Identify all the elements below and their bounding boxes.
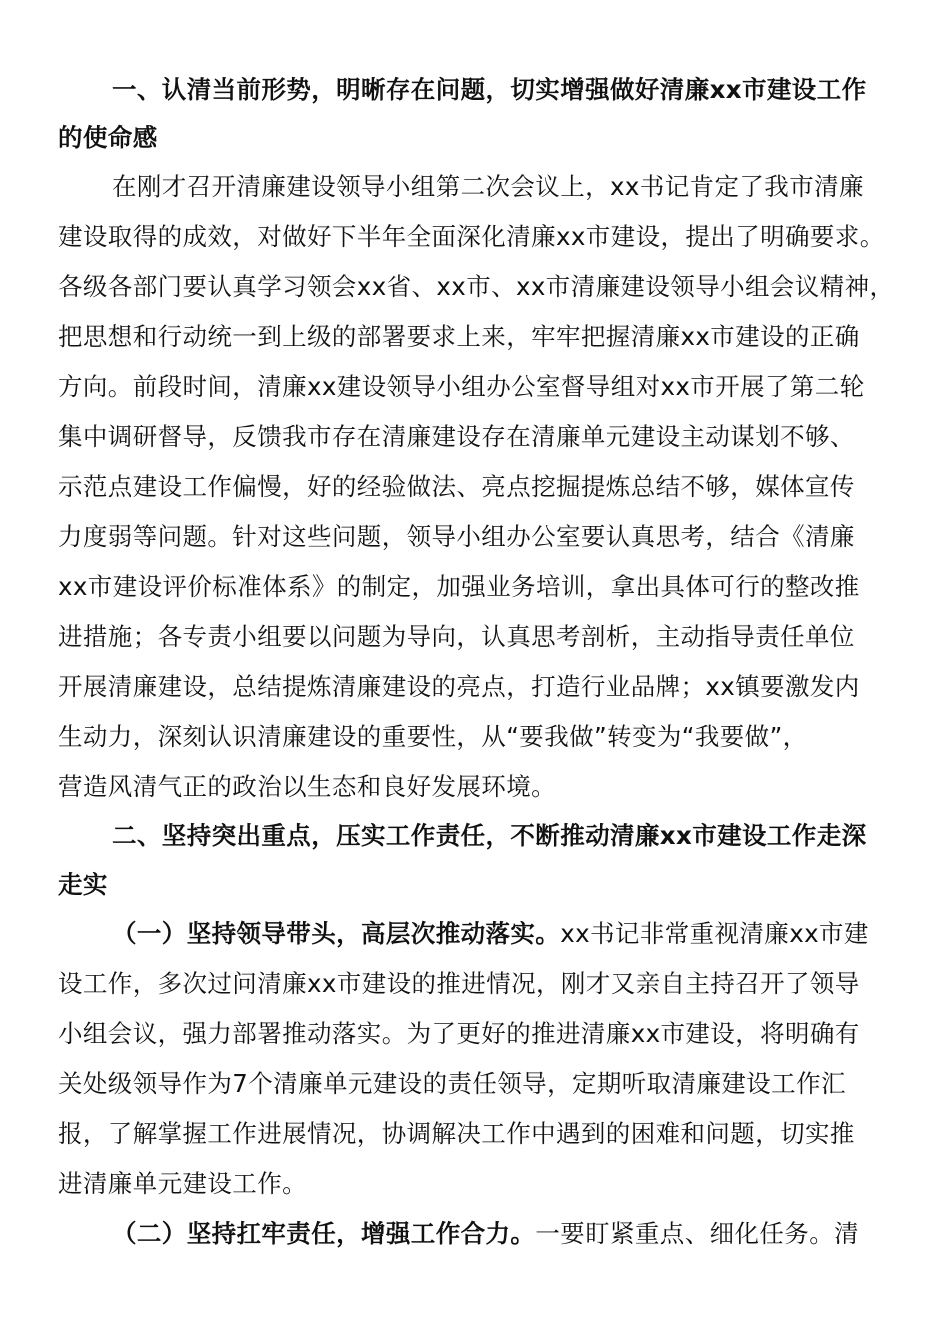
section1-paragraph-line: 力度弱等问题。针对这些问题，领导小组办公室要认真思考，结合《清廉: [58, 522, 855, 551]
subsection1-text: xx书记非常重视清廉xx市建: [560, 919, 869, 948]
section1-paragraph-line: 开展清廉建设，总结提炼清廉建设的亮点，打造行业品牌；xx镇要激发内: [58, 672, 860, 701]
section1-paragraph-line: 把思想和行动统一到上级的部署要求上来，牢牢把握清廉xx市建设的正确: [58, 322, 860, 351]
section2-heading-line-2: 走实: [58, 870, 108, 899]
section1-paragraph-line: 示范点建设工作偏慢，好的经验做法、亮点挖掘提炼总结不够，媒体宣传: [58, 472, 855, 501]
subsection1-line: 小组会议，强力部署推动落实。为了更好的推进清廉xx市建设，将明确有: [58, 1019, 860, 1048]
section1-paragraph-line: 生动力，深刻认识清廉建设的重要性，从“要我做”转变为“我要做”，: [58, 722, 808, 751]
subsection2-title: （二）坚持扛牢责任，增强工作合力。: [112, 1219, 536, 1248]
section1-paragraph-line: 集中调研督导，反馈我市存在清廉建设存在清廉单元建设主动谋划不够、: [58, 422, 855, 451]
subsection1-line: 报，了解掌握工作进展情况，协调解决工作中遇到的困难和问题，切实推: [58, 1119, 855, 1148]
section1-paragraph-line: 方向。前段时间，清廉xx建设领导小组办公室督导组对xx市开展了第二轮: [58, 372, 865, 401]
section2-heading-line-1: 二、坚持突出重点，压实工作责任，不断推动清廉xx市建设工作走深: [112, 821, 867, 850]
section1-paragraph-line: 各级各部门要认真学习领会xx省、xx市、xx市清廉建设领导小组会议精神，: [58, 272, 895, 301]
section1-paragraph-line: 在刚才召开清廉建设领导小组第二次会议上，xx书记肯定了我市清廉: [112, 172, 864, 201]
subsection1-line: 设工作，多次过问清廉xx市建设的推进情况，刚才又亲自主持召开了领导: [58, 969, 860, 998]
section1-paragraph-line: 营造风清气正的政治以生态和良好发展环境。: [58, 772, 556, 801]
subsection1-line: 进清廉单元建设工作。: [58, 1169, 307, 1198]
subsection1-first-line: [112, 916, 869, 952]
subsection2-text: 一要盯紧重点、细化任务。清: [535, 1219, 860, 1248]
subsection2-first-line: [112, 1216, 859, 1252]
section1-heading-line-1: 一、认清当前形势，明晰存在问题，切实增强做好清廉xx市建设工作: [112, 75, 867, 104]
section1-heading-line-2: 的使命感: [58, 123, 158, 152]
subsection1-line: 关处级领导作为7个清廉单元建设的责任领导，定期听取清廉建设工作汇: [58, 1069, 846, 1098]
section1-paragraph-line: 建设取得的成效，对做好下半年全面深化清廉xx市建设，提出了明确要求。: [58, 222, 885, 251]
section1-paragraph-line: 进措施；各专责小组要以问题为导向，认真思考剖析，主动指导责任单位: [58, 622, 855, 651]
subsection1-title: （一）坚持领导带头，高层次推动落实。: [112, 919, 561, 948]
section1-paragraph-line: xx市建设评价标准体系》的制定，加强业务培训，拿出具体可行的整改推: [58, 572, 860, 601]
